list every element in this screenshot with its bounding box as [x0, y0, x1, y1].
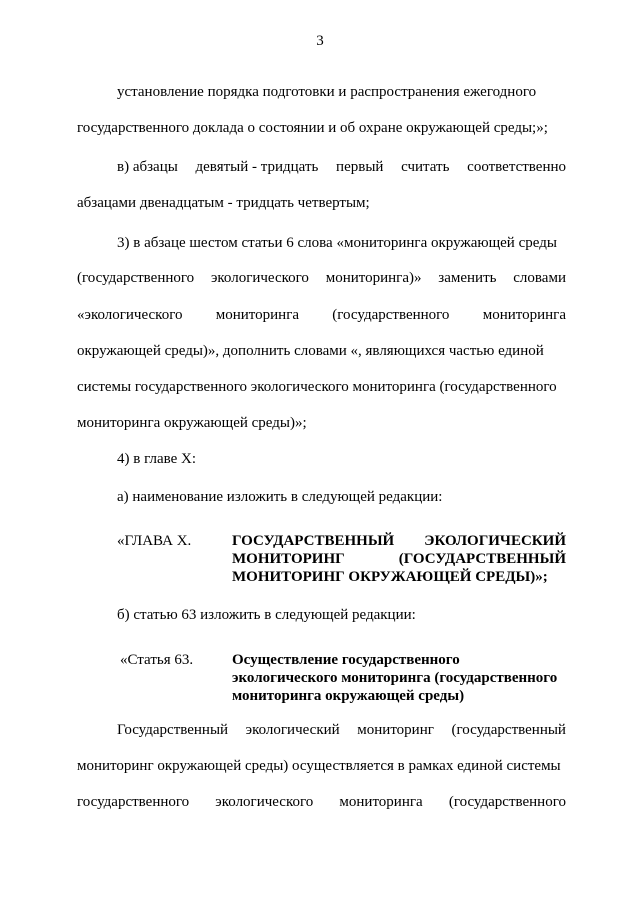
chapter-label: «ГЛАВА X. — [117, 533, 192, 549]
word: ЭКОЛОГИЧЕСКИЙ — [424, 533, 566, 549]
word: Государственный — [117, 722, 229, 738]
word: девятый - тридцать — [195, 159, 319, 175]
word: в) абзацы — [117, 159, 178, 175]
word: мониторинга)» — [325, 270, 422, 286]
word: «экологического — [77, 307, 183, 323]
word: заменить — [438, 270, 497, 286]
word: (государственного — [77, 270, 195, 286]
word: мониторинга — [339, 794, 423, 810]
word: экологического — [210, 270, 309, 286]
text-line: окружающей среды)», дополнить словами «, являющихся частью единой — [77, 343, 544, 359]
word: (государственного — [448, 794, 566, 810]
text-line: абзацами двенадцатым - тридцать четвертым; — [77, 195, 370, 211]
chapter-title-line: МОНИТОРИНГ ОКРУЖАЮЩЕЙ СРЕДЫ)»; — [232, 569, 548, 585]
text-line-justified — [77, 268, 566, 288]
word: считать — [401, 159, 450, 175]
text-line: государственного доклада о состоянии и об охране окружающей среды;»; — [77, 120, 548, 136]
word: мониторинга — [215, 307, 300, 323]
word: первый — [336, 159, 384, 175]
word: экологический — [245, 722, 340, 738]
word: соответственно — [467, 159, 566, 175]
word: государственного — [77, 794, 190, 810]
word: мониторинг — [357, 722, 434, 738]
word: ГОСУДАРСТВЕННЫЙ — [232, 533, 395, 549]
text-line: системы государственного экологического мониторинга (государственного — [77, 379, 557, 395]
text-line: мониторинг окружающей среды) осуществляется в рамках единой системы — [77, 758, 561, 774]
text-line-justified — [117, 157, 566, 177]
page-number: 3 — [316, 33, 324, 49]
word: МОНИТОРИНГ — [232, 551, 345, 567]
word: (государственного — [332, 307, 450, 323]
article-title-line: мониторинга окружающей среды) — [232, 688, 465, 704]
chapter-title-line — [232, 532, 566, 550]
article-label: «Статья 63. — [120, 652, 194, 668]
text-line: а) наименование изложить в следующей редакции: — [117, 489, 443, 505]
text-line: 4) в главе X: — [117, 451, 197, 467]
word: (государственный — [451, 722, 566, 738]
text-line: установление порядка подготовки и распространения ежегодного — [117, 84, 537, 100]
text-line: б) статью 63 изложить в следующей редакции: — [117, 607, 416, 623]
text-line: 3) в абзаце шестом статьи 6 слова «мониторинга окружающей среды — [117, 235, 557, 251]
article-title-line: Осуществление государственного — [232, 652, 460, 668]
chapter-title-line — [232, 550, 566, 568]
text-line-justified — [117, 720, 566, 740]
text-line-justified — [77, 792, 566, 812]
word: экологического — [215, 794, 314, 810]
word: словами — [513, 270, 566, 286]
word: (ГОСУДАРСТВЕННЫЙ — [398, 551, 566, 567]
word: мониторинга — [482, 307, 566, 323]
article-title-line: экологического мониторинга (государственного — [232, 670, 558, 686]
text-line: мониторинга окружающей среды)»; — [77, 415, 307, 431]
text-line-justified — [77, 305, 566, 325]
